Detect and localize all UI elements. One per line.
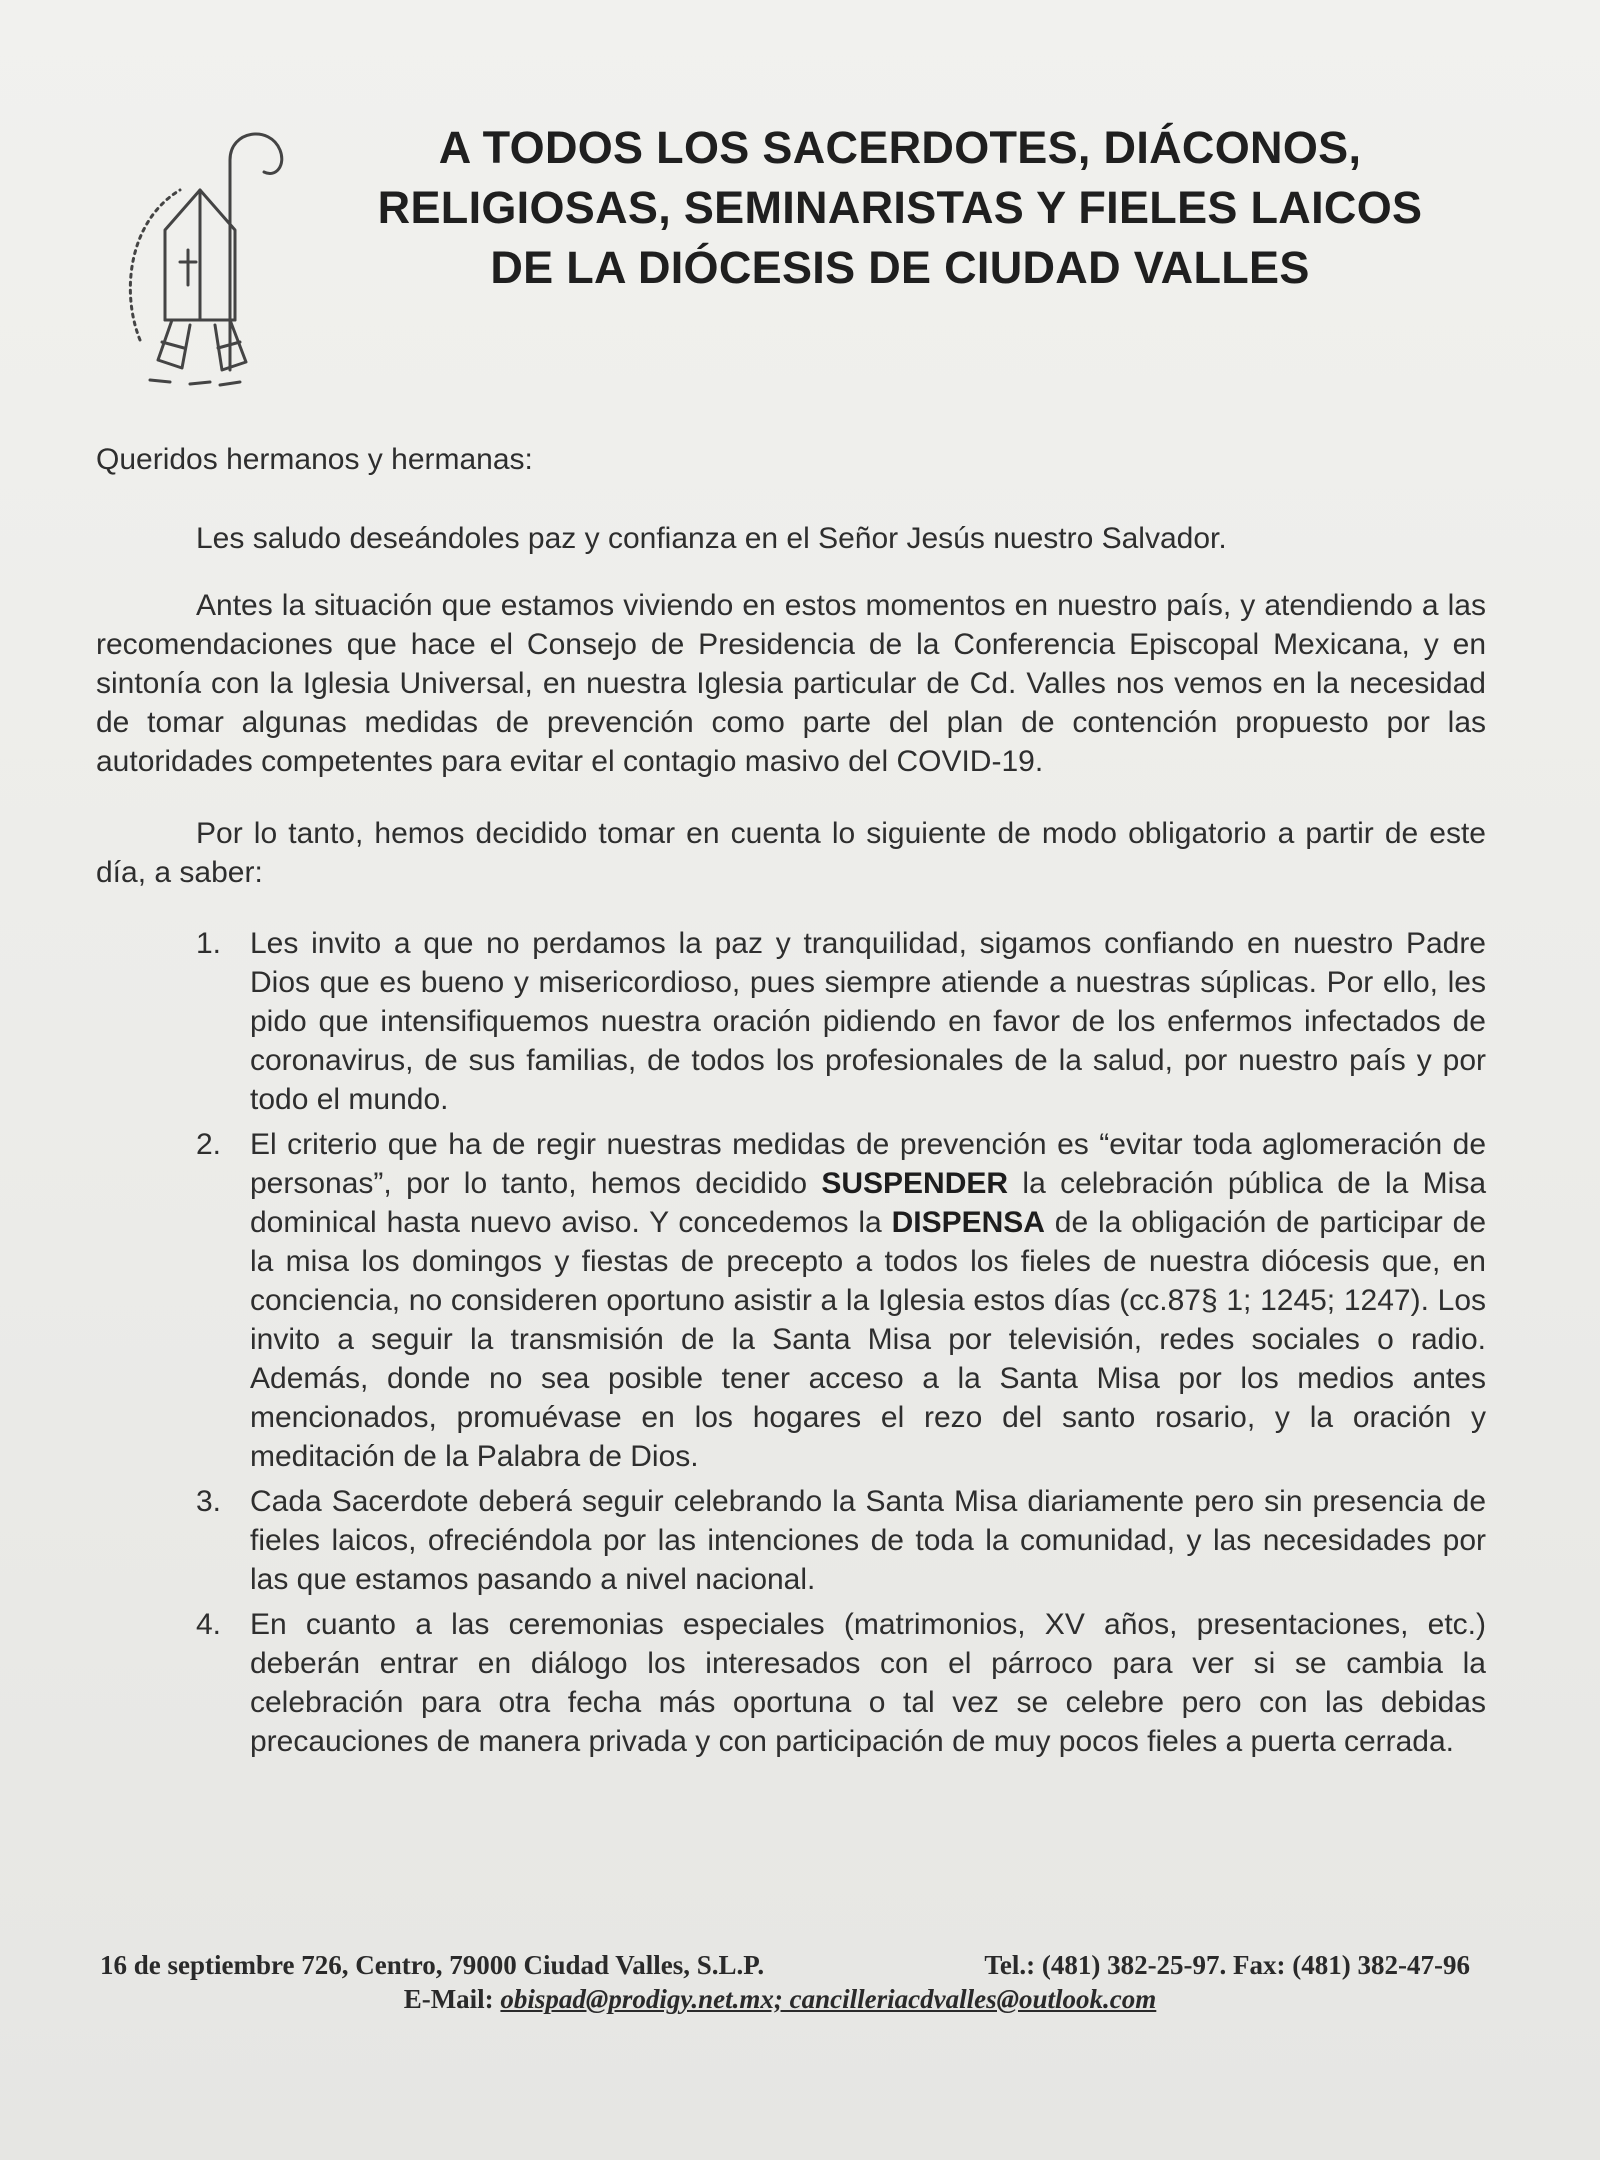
list-item-number: 1. xyxy=(196,927,222,960)
heading-line: A TODOS LOS SACERDOTES, DIÁCONOS, xyxy=(438,122,1362,173)
decision-paragraph: Por lo tanto, hemos decidido tomar en cuenta lo siguiente de modo obligatorio a partir de este día, a saber: xyxy=(96,817,1486,889)
list-item xyxy=(96,924,1486,1119)
salutation-paragraph: Les saludo deseándoles paz y confianza en el Señor Jesús nuestro Salvador. xyxy=(196,522,1227,555)
footer-phone: Tel.: (481) 382-25-97. Fax: (481) 382-47-96 xyxy=(984,1950,1470,1980)
item-text-part: la celebración pública de la Misa dominical hasta nuevo aviso. Y concedemos la xyxy=(250,1167,1486,1239)
item-text-part: El criterio que ha de regir nuestras medidas de prevención es “evitar toda aglomeración de personas”, por lo tanto, hemos decidido xyxy=(250,1128,1486,1200)
context-paragraph: Antes la situación que estamos viviendo en estos momentos en nuestro país, y atendiendo a las recomendaciones que hace el Consejo de Presidencia de la Conferencia Episcopal Mexicana, y en sintonía con la Iglesia Universal, en nuestra Iglesia particular de Cd. Valles nos vemos en la necesidad de tomar algunas medidas de prevención como parte del plan de contención propuesto por las autoridades competentes para evitar el contagio masivo del COVID-19. xyxy=(96,589,1486,778)
list-item-number: 2. xyxy=(196,1128,222,1161)
item-text-part: de la obligación de participar de la misa los domingos y fiestas de precepto a todos los fieles de nuestra diócesis que, en conciencia, no consideren oportuno asistir a la Iglesia estos días (cc.87§ 1; 1245; 1247). Los invito a seguir la transmisión de la Santa Misa por televisión, redes sociales o radio. Además, donde no sea posible tener acceso a la Santa Misa por los medios antes mencionados, promuévase en los hogares el rezo del santo rosario, y la oración y meditación de la Palabra de Dios. xyxy=(250,1206,1487,1473)
list-item xyxy=(96,1125,1486,1476)
suspend-emphasis: SUSPENDER xyxy=(821,1167,1009,1200)
footer-email-label: E-Mail: xyxy=(403,1984,494,2014)
diocese-seal-icon xyxy=(110,120,300,400)
list-item-number: 3. xyxy=(196,1485,222,1518)
letter-footer xyxy=(100,1948,1500,2016)
list-item-text: Les invito a que no perdamos la paz y tranquilidad, sigamos confiando en nuestro Padre Dios que es bueno y misericordioso, pues siempre atiende a nuestras súplicas. Por ello, les pido que intensifiquemos nuestra oración pidiendo en favor de los enfermos infectados de coronavirus, de sus familias, de todos los profesionales de la salud, por nuestro país y por todo el mundo. xyxy=(250,927,1486,1116)
heading-line: DE LA DIÓCESIS DE CIUDAD VALLES xyxy=(490,242,1310,293)
heading-line: RELIGIOSAS, SEMINARISTAS Y FIELES LAICOS xyxy=(377,182,1423,233)
list-item xyxy=(96,1482,1486,1599)
letter-body xyxy=(96,440,1486,1767)
letter-heading xyxy=(290,118,1510,298)
measures-list xyxy=(96,924,1486,1761)
footer-address: 16 de septiembre 726, Centro, 79000 Ciudad Valles, S.L.P. xyxy=(100,1950,765,1980)
list-item-text xyxy=(250,1125,1486,1476)
dispensation-emphasis: DISPENSA xyxy=(891,1206,1045,1239)
list-item-number: 4. xyxy=(196,1608,222,1641)
list-item xyxy=(96,1605,1486,1761)
footer-email-links[interactable]: obispad@prodigy.net.mx; cancilleriacdvalles@outlook.com xyxy=(500,1984,1157,2014)
greeting: Queridos hermanos y hermanas: xyxy=(96,443,533,476)
list-item-text: Cada Sacerdote deberá seguir celebrando la Santa Misa diariamente pero sin presencia de fieles laicos, ofreciéndola por las intenciones de toda la comunidad, y las necesidades por las que estamos pasando a nivel nacional. xyxy=(250,1485,1486,1596)
list-item-text: En cuanto a las ceremonias especiales (matrimonios, XV años, presentaciones, etc.) deberán entrar en diálogo los interesados con el párroco para ver si se cambia la celebración para otra fecha más oportuna o tal vez se celebre pero con las debidas precauciones de manera privada y con participación de muy pocos fieles a puerta cerrada. xyxy=(250,1608,1486,1758)
